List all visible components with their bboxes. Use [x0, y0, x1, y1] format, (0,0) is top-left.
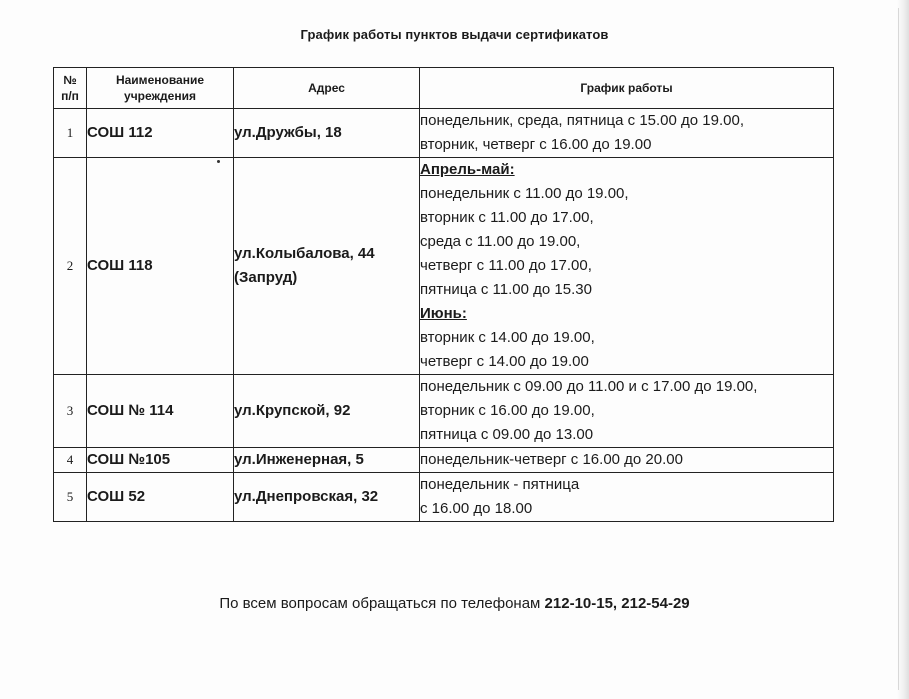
school-address — [234, 158, 420, 375]
table-row — [54, 375, 834, 448]
header-number-line2: п/п — [61, 89, 79, 103]
schedule-line: с 16.00 до 18.00 — [420, 500, 533, 517]
address-line: (Запруд) — [234, 269, 298, 286]
school-name: СОШ № 114 — [87, 375, 234, 448]
schedule-line: понедельник с 09.00 до 11.00 и с 17.00 до 19.00, — [420, 378, 758, 395]
header-name-line2: учреждения — [124, 89, 196, 103]
header-schedule: График работы — [420, 68, 834, 109]
school-address: ул.Крупской, 92 — [234, 375, 420, 448]
page-title: График работы пунктов выдачи сертификатов — [300, 27, 609, 42]
school-address: ул.Дружбы, 18 — [234, 109, 420, 158]
schedule-line: среда с 11.00 до 19.00, — [420, 233, 581, 250]
row-number: 2 — [54, 158, 87, 375]
schedule-line: пятница с 09.00 до 13.00 — [420, 426, 594, 443]
table-row — [54, 473, 834, 522]
header-address: Адрес — [234, 68, 420, 109]
table-row — [54, 109, 834, 158]
page-edge-line — [898, 8, 899, 690]
address-line: ул.Колыбалова, 44 — [234, 245, 375, 262]
school-schedule — [420, 375, 834, 448]
school-schedule — [420, 158, 834, 375]
schedule-period-heading: Июнь: — [420, 305, 467, 322]
schedule-line: понедельник, среда, пятница с 15.00 до 19.00, — [420, 112, 744, 129]
table-header-row — [54, 68, 834, 109]
table-row — [54, 158, 834, 375]
school-name: СОШ 118 — [87, 158, 234, 375]
header-name — [87, 68, 234, 109]
school-schedule — [420, 109, 834, 158]
schedule-line: понедельник с 11.00 до 19.00, — [420, 185, 629, 202]
schedule-table — [53, 67, 834, 522]
school-schedule — [420, 448, 834, 473]
schedule-line: понедельник - пятница — [420, 476, 580, 493]
row-number: 1 — [54, 109, 87, 158]
contact-footer — [0, 595, 909, 612]
school-address: ул.Инженерная, 5 — [234, 448, 420, 473]
header-number — [54, 68, 87, 109]
contact-text: По всем вопросам обращаться по телефонам — [219, 595, 545, 612]
schedule-line: четверг с 14.00 до 19.00 — [420, 353, 589, 370]
header-name-line1: Наименование — [115, 73, 205, 87]
row-number: 4 — [54, 448, 87, 473]
schedule-line: понедельник-четверг с 16.00 до 20.00 — [420, 451, 683, 468]
table-row — [54, 448, 834, 473]
schedule-line: вторник с 14.00 до 19.00, — [420, 329, 595, 346]
school-name: СОШ №105 — [87, 448, 234, 473]
contact-phones: 212-10-15, 212-54-29 — [544, 595, 690, 612]
schedule-period-heading: Апрель-май: — [420, 161, 515, 178]
school-schedule — [420, 473, 834, 522]
schedule-line: пятница с 11.00 до 15.30 — [420, 281, 592, 298]
school-name: СОШ 112 — [87, 109, 234, 158]
schedule-line: вторник с 16.00 до 19.00, — [420, 402, 595, 419]
school-address: ул.Днепровская, 32 — [234, 473, 420, 522]
row-number: 5 — [54, 473, 87, 522]
schedule-line: вторник с 11.00 до 17.00, — [420, 209, 594, 226]
schedule-line: вторник, четверг с 16.00 до 19.00 — [420, 136, 652, 153]
row-number: 3 — [54, 375, 87, 448]
school-name: СОШ 52 — [87, 473, 234, 522]
header-number-line1: № — [63, 73, 77, 87]
schedule-line: четверг с 11.00 до 17.00, — [420, 257, 592, 274]
